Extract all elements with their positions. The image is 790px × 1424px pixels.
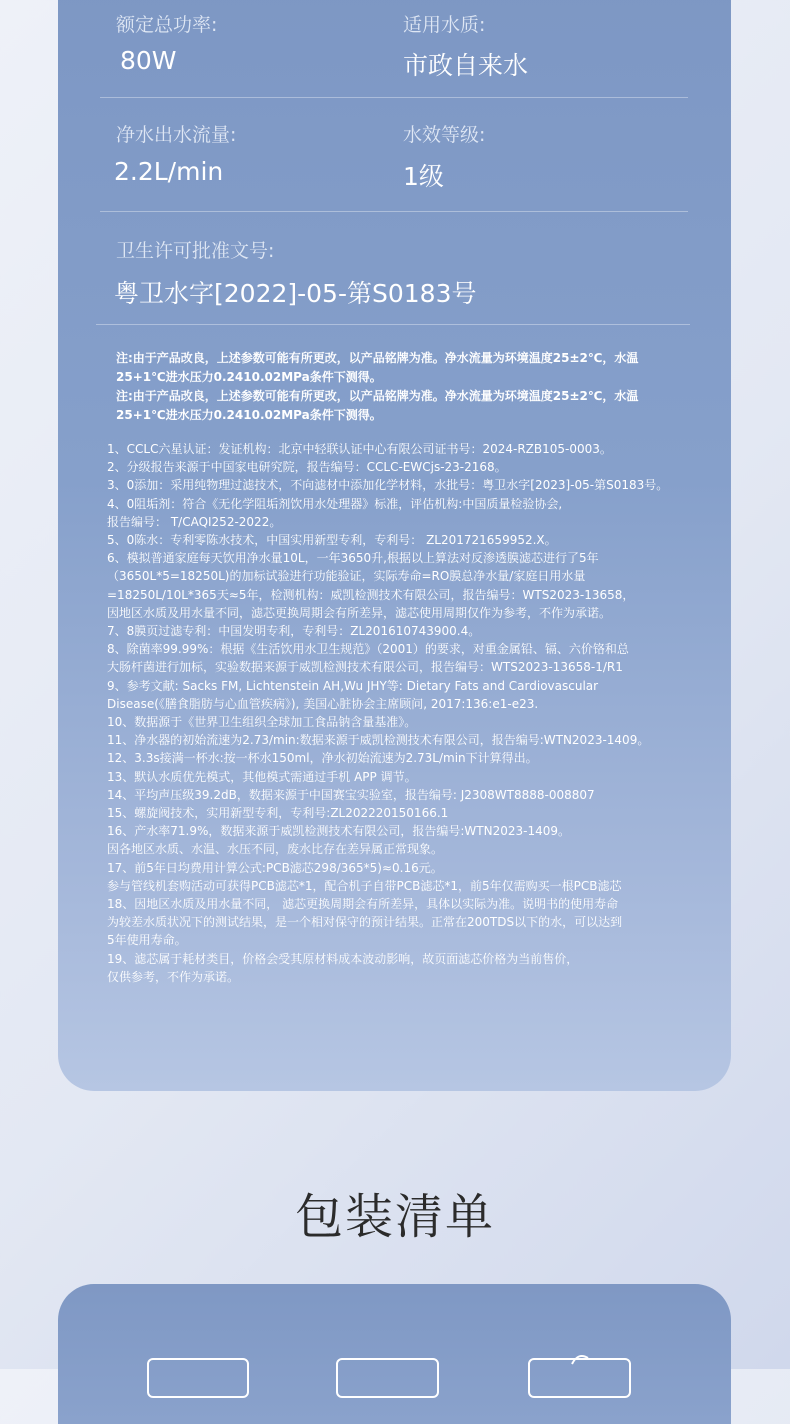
footnote-line: 18、因地区水质及用水量不同， 滤芯更换周期会有所差异，具体以实际为准。说明书的使用寿命 bbox=[107, 897, 619, 912]
spec-note: 注:由于产品改良，上述参数可能有所更改，以产品铭牌为准。净水流量为环境温度25±2℃，水温25+1℃进水压力0.2410.02MPa条件下测得。 bbox=[116, 389, 639, 422]
flow-value: 2.2L/min bbox=[114, 157, 224, 186]
footnote-line: 2、分级报告来源于中国家电研究院，报告编号：CCLC-EWCjs-23-2168。 bbox=[107, 460, 507, 475]
footnote-line: 5年使用寿命。 bbox=[107, 933, 187, 948]
footnote-line: 10、数据源于《世界卫生组织全球加工食品钠含量基准》。 bbox=[107, 715, 417, 730]
footnote-list bbox=[107, 440, 723, 986]
rated-power-label: 额定总功率: bbox=[116, 14, 218, 36]
footnote-line: 因地区水质及用水量不同，滤芯更换周期会有所差异，滤芯使用周期仅作为参考，不作为承诺。 bbox=[107, 605, 612, 620]
footnote-line: 3、0添加：采用纯物理过滤技术，不向滤材中添加化学材料，水批号：粤卫水字[2023]-05-第S0183号。 bbox=[107, 478, 669, 493]
spec-card bbox=[58, 0, 731, 1091]
footnote-line: 12、3.3s接满一杯水:按一杯水150ml，净水初始流速为2.73L/min下计算得出。 bbox=[107, 751, 538, 766]
water-type-label: 适用水质: bbox=[403, 14, 486, 36]
footnote-line: 9、参考文献: Sacks FM, Lichtenstein AH,Wu JHY等: Dietary Fats and Cardiovascular bbox=[107, 678, 599, 693]
footnote-line: 报告编号： T/CAQI252-2022。 bbox=[107, 514, 282, 529]
footnote-line: 5、0陈水：专利零陈水技术，中国实用新型专利，专利号： ZL201721659952.X。 bbox=[107, 533, 557, 548]
efficiency-label: 水效等级: bbox=[403, 124, 486, 146]
permit-label: 卫生许可批准文号: bbox=[116, 240, 275, 262]
packing-card bbox=[58, 1284, 731, 1424]
divider bbox=[96, 324, 690, 325]
packing-list-title: 包装清单 bbox=[294, 1189, 495, 1245]
footnote-line: Disease(《膳食脂肪与心血管疾病》), 美国心脏协会主席顾问, 2017:136:e1-e23. bbox=[107, 696, 539, 711]
footnote-line: 大肠杆菌进行加标，实验数据来源于威凯检测技术有限公司，报告编号：WTS2023-13658-1/R1 bbox=[107, 660, 623, 675]
footnote-line: 8、除菌率99.99%：根据《生活饮用水卫生规范》（2001）的要求，对重金属铅、镉、六价铬和总 bbox=[107, 642, 629, 657]
footnote-line: 14、平均声压级39.2dB，数据来源于中国赛宝实验室，报告编号: J2308WT8888-008807 bbox=[107, 787, 595, 802]
water-type-value: 市政自来水 bbox=[403, 51, 529, 80]
permit-value: 粤卫水字[2022]-05-第S0183号 bbox=[114, 279, 477, 308]
footnote-line: 19、滤芯属于耗材类目，价格会受其原材料成本波动影响，故页面滤芯价格为当前售价， bbox=[107, 951, 579, 966]
package-item-image bbox=[336, 1358, 439, 1398]
divider bbox=[100, 211, 688, 212]
spec-note: 注:由于产品改良，上述参数可能有所更改，以产品铭牌为准。净水流量为环境温度25±2℃，水温25+1℃进水压力0.2410.02MPa条件下测得。 bbox=[116, 351, 639, 384]
divider bbox=[100, 97, 688, 98]
package-item-image bbox=[147, 1358, 249, 1398]
footnote-line: 仅供参考，不作为承诺。 bbox=[107, 969, 240, 984]
footnote-line: 15、螺旋阀技术，实用新型专利，专利号:ZL202220150166.1 bbox=[107, 806, 449, 821]
footnote-line: 为较差水质状况下的测试结果，是一个相对保守的预计结果。正常在200TDS以下的水，可以达到 bbox=[107, 915, 623, 930]
footnote-line: 13、默认水质优先模式，其他模式需通过手机 APP 调节。 bbox=[107, 769, 417, 784]
efficiency-value: 1级 bbox=[403, 162, 444, 191]
footnote-line: 17、前5年日均费用计算公式:PCB滤芯298/365*5)≈0.16元。 bbox=[107, 860, 443, 875]
tube-icon bbox=[570, 1352, 590, 1366]
footnote-line: 11、净水器的初始流速为2.73/min:数据来源于威凯检测技术有限公司，报告编号:WTN2023-1409。 bbox=[107, 733, 650, 748]
package-item-image bbox=[528, 1358, 631, 1398]
flow-label: 净水出水流量: bbox=[116, 124, 237, 146]
footnote-line: 7、8膜页过滤专利：中国发明专利，专利号：ZL201610743900.4。 bbox=[107, 624, 481, 639]
footnote-line: 1、CCLC六星认证：发证机构：北京中轻联认证中心有限公司证书号：2024-RZB105-0003。 bbox=[107, 442, 612, 456]
footnote-line: 16、产水率71.9%，数据来源于威凯检测技术有限公司，报告编号:WTN2023-1409。 bbox=[107, 824, 571, 839]
footnote-line: （3650L*5=18250L)的加标试验进行功能验证，实际寿命=RO膜总净水量/家庭日用水量 bbox=[107, 569, 586, 584]
rated-power-value: 80W bbox=[120, 46, 177, 75]
footnote-line: 6、模拟普通家庭每天饮用净水量10L，一年3650升,根据以上算法对反渗透膜滤芯进行了5年 bbox=[107, 551, 599, 566]
footnote-line: =18250L/10L*365天≈5年，检测机构：威凯检测技术有限公司，报告编号：WTS2023-13658， bbox=[107, 587, 635, 602]
footnote-line: 参与管线机套购活动可获得PCB滤芯*1，配合机子自带PCB滤芯*1，前5年仅需购买一根PCB滤芯 bbox=[107, 878, 622, 893]
footnote-line: 4、0阻垢剂：符合《无化学阻垢剂饮用水处理器》标准，评估机构:中国质量检验协会, bbox=[107, 496, 563, 511]
footnote-line: 因各地区水质、水温、水压不同，废水比存在差异属正常现象。 bbox=[107, 842, 444, 857]
